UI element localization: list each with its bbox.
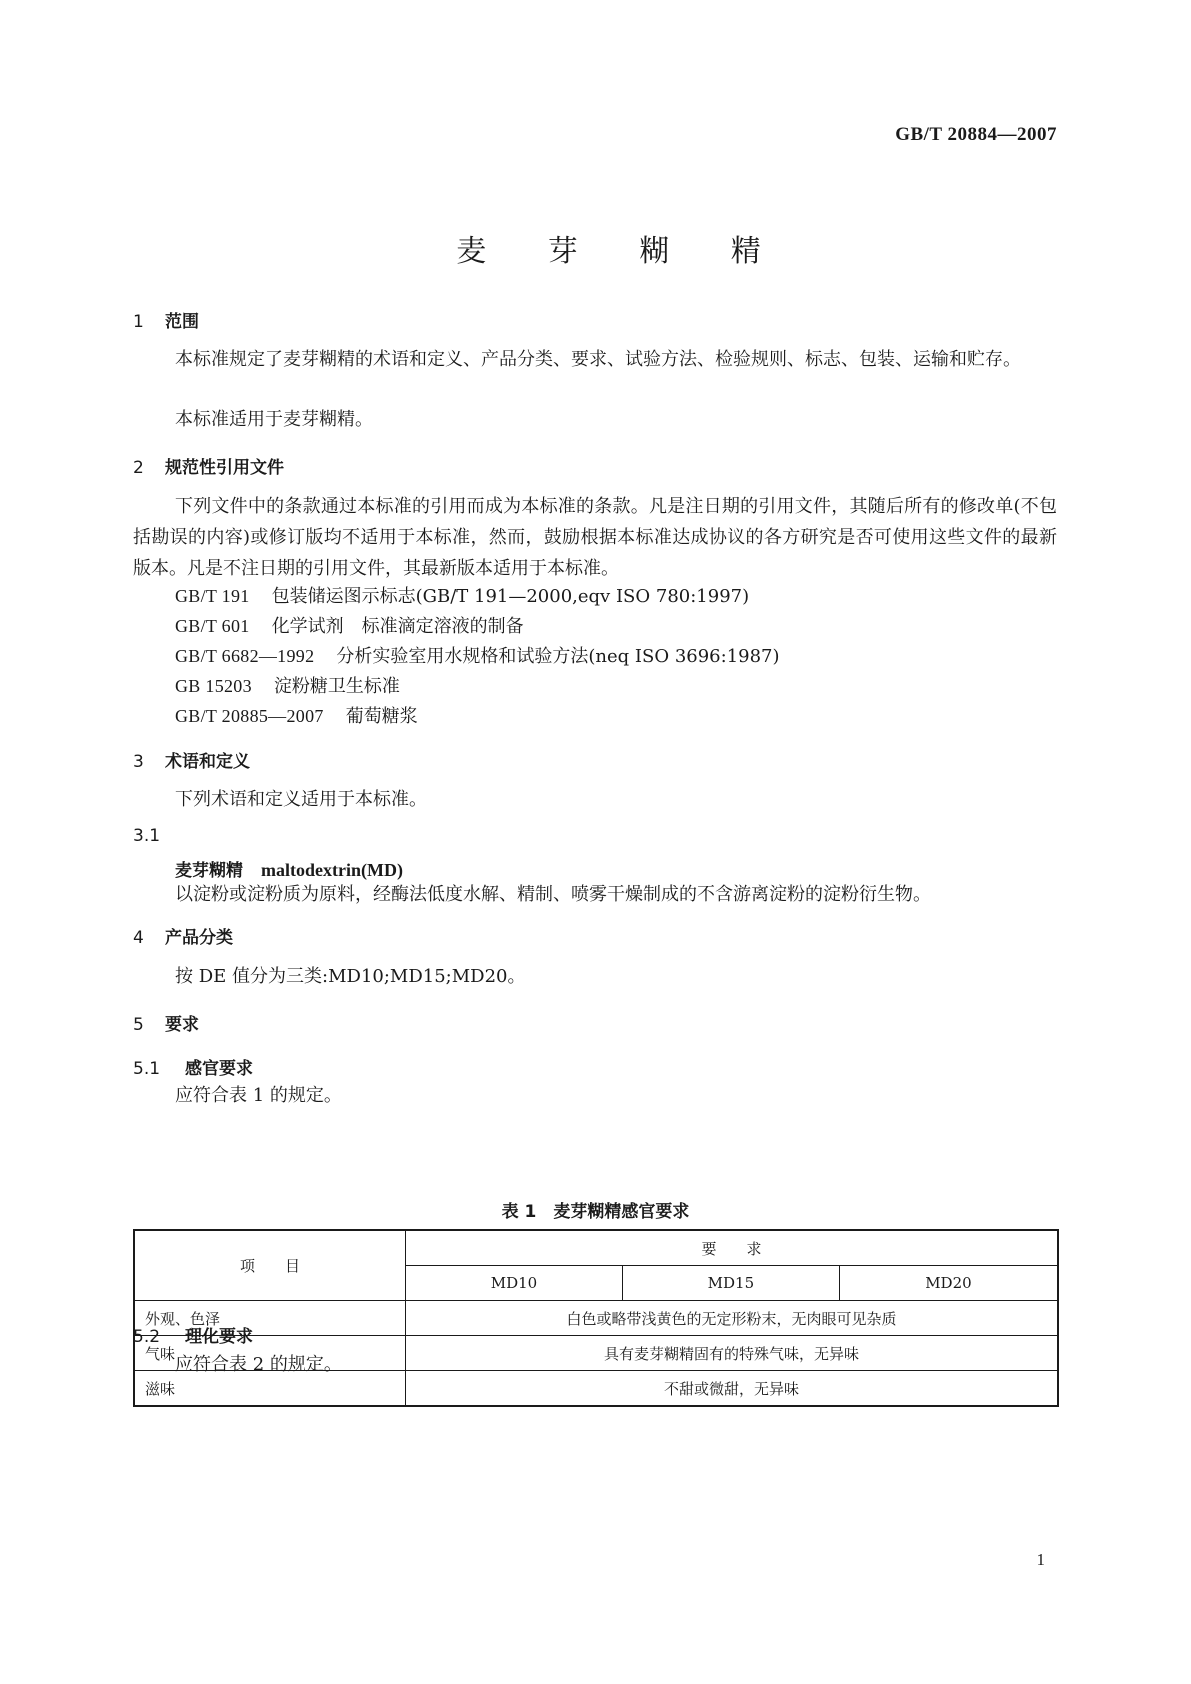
- section-4-heading: [133, 923, 233, 948]
- section-title: 感官要求: [185, 1059, 253, 1079]
- table-row: [134, 1301, 1058, 1336]
- reference-code: GB/T 20885—2007: [175, 706, 324, 726]
- term-chinese: 麦芽糊精: [175, 861, 243, 881]
- reference-title: 淀粉糖卫生标准: [273, 676, 400, 697]
- header-grade-md15: MD15: [622, 1266, 839, 1301]
- section-number: 5.2: [133, 1327, 161, 1347]
- section-title: 产品分类: [165, 928, 233, 948]
- section-3-heading: [133, 747, 250, 772]
- reference-title: 化学试剂 标准滴定溶液的制备: [271, 616, 524, 637]
- section-5-2-heading: [133, 1322, 253, 1347]
- page-title: 麦 芽 糊 精: [456, 234, 787, 269]
- row-item: 外观、色泽: [134, 1301, 406, 1336]
- table-1-sensory-requirements: [133, 1229, 1059, 1407]
- section-5-1-heading: [133, 1054, 253, 1079]
- section-number: 1: [133, 312, 144, 332]
- section-2-heading: [133, 453, 284, 478]
- header-grade-md10: MD10: [406, 1266, 623, 1301]
- section-title: 规范性引用文件: [165, 458, 284, 478]
- section-5-1-paragraph-1: 应符合表 1 的规定。: [175, 1085, 342, 1106]
- section-number: 2: [133, 458, 144, 478]
- reference-item: [175, 612, 524, 638]
- section-1-paragraph-1: 本标准规定了麦芽糊精的术语和定义、产品分类、要求、试验方法、检验规则、标志、包装、运输和贮存。: [175, 349, 1021, 370]
- section-title: 要求: [165, 1015, 199, 1035]
- reference-item: [175, 582, 749, 608]
- row-item: 气味: [134, 1336, 406, 1371]
- reference-item: [175, 642, 780, 668]
- table-header-row: [134, 1230, 1058, 1266]
- reference-code: GB/T 191: [175, 586, 250, 606]
- section-number: 3: [133, 752, 144, 772]
- reference-title: 包装储运图示标志(GB/T 191—2000,eqv ISO 780:1997): [271, 586, 750, 607]
- section-1-heading: [133, 307, 199, 332]
- section-number: 5.1: [133, 1059, 161, 1079]
- table-1-caption: 表 1 麦芽糊精感官要求: [501, 1202, 690, 1222]
- term-english: maltodextrin(MD): [261, 860, 403, 880]
- reference-code: GB/T 6682—1992: [175, 646, 315, 666]
- section-5-heading: [133, 1010, 199, 1035]
- section-title: 术语和定义: [165, 752, 250, 772]
- row-value: 白色或略带浅黄色的无定形粉末，无肉眼可见杂质: [406, 1301, 1059, 1336]
- term-entry: [175, 856, 403, 881]
- header-grade-md20: MD20: [839, 1266, 1058, 1301]
- reference-item: [175, 702, 418, 728]
- section-number: 5: [133, 1015, 144, 1035]
- section-5-2-paragraph-1: 应符合表 2 的规定。: [175, 1354, 342, 1375]
- section-1-paragraph-2: 本标准适用于麦芽糊精。: [175, 409, 373, 430]
- row-value: 不甜或微甜，无异味: [406, 1371, 1059, 1407]
- reference-title: 葡萄糖浆: [345, 706, 418, 727]
- section-4-paragraph-1: 按 DE 值分为三类:MD10;MD15;MD20。: [175, 966, 526, 987]
- section-number: 4: [133, 928, 144, 948]
- page-number: 1: [1036, 1550, 1045, 1569]
- reference-item: [175, 672, 400, 698]
- reference-title: 分析实验室用水规格和试验方法(neq ISO 3696:1987): [336, 646, 780, 667]
- term-definition: 以淀粉或淀粉质为原料，经酶法低度水解、精制、喷雾干燥制成的不含游离淀粉的淀粉衍生物。: [175, 884, 931, 905]
- header-requirement: 要 求: [406, 1230, 1059, 1266]
- row-value: 具有麦芽糊精固有的特殊气味，无异味: [406, 1336, 1059, 1371]
- section-title: 理化要求: [185, 1327, 253, 1347]
- reference-code: GB/T 601: [175, 616, 250, 636]
- subsection-3-1-number: 3.1: [133, 826, 161, 846]
- section-2-paragraph-1: 下列文件中的条款通过本标准的引用而成为本标准的条款。凡是注日期的引用文件，其随后所有的修改单(不包括勘误的内容)或修订版均不适用于本标准，然而，鼓励根据本标准达成协议的各方研究是否可使用这些文件的最新版本。凡是不注日期的引用文件，其最新版本适用于本标准。: [133, 496, 1057, 579]
- section-title: 范围: [165, 312, 199, 332]
- header-item: 项 目: [134, 1230, 406, 1301]
- document-id: GB/T 20884—2007: [895, 124, 1057, 145]
- section-3-paragraph-1: 下列术语和定义适用于本标准。: [175, 789, 427, 810]
- reference-code: GB 15203: [175, 676, 252, 696]
- row-item: 滋味: [134, 1371, 406, 1407]
